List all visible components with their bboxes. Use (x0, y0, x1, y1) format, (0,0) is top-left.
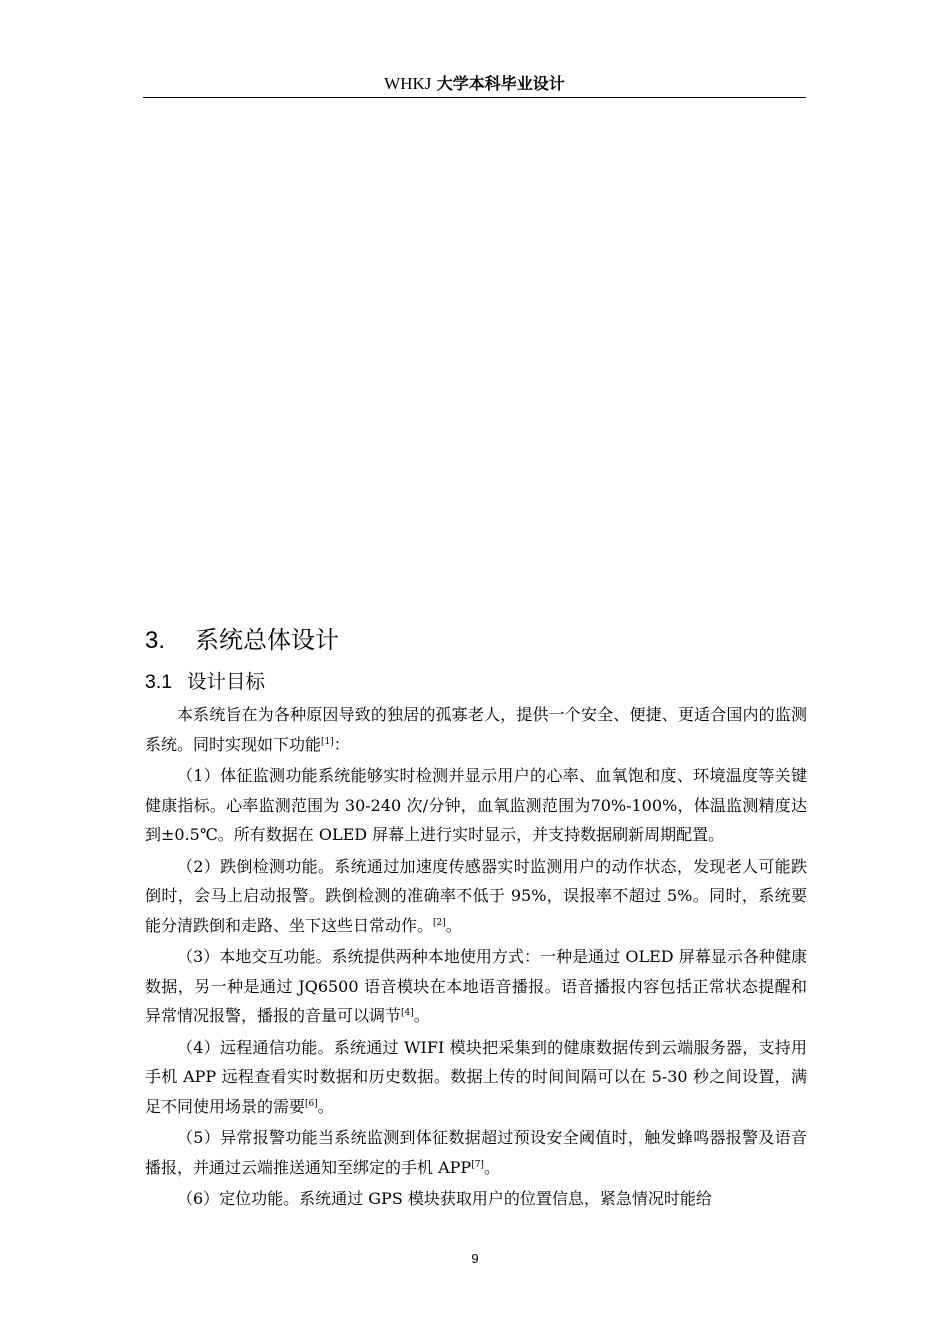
citation[interactable]: [4] (401, 1008, 414, 1018)
paragraph-positioning: （6）定位功能。系统通过 GPS 模块获取用户的位置信息，紧急情况时能给 (177, 1189, 712, 1208)
paragraph-fall-detection: （2）跌倒检测功能。系统通过加速度传感器实时监测用户的动作状态，发现老人可能跌倒时，会马上启动报警。跌倒检测的准确率不低于 95%，误报率不超过 5%。同时，系统要能分清跌倒和走路、坐下这些日常动作。[2]。 (145, 856, 807, 935)
citation[interactable]: [2] (433, 917, 446, 928)
citation[interactable]: [7] (471, 1159, 484, 1170)
body-text (145, 700, 807, 1216)
paragraph-remote-communication: （4）远程通信功能。系统通过 WIFI 模块把采集到的健康数据传到云端服务器，支持用手机 APP 远程查看实时数据和历史数据。数据上传的时间间隔可以在 5-30 秒之间设置，满足不同使用场景的需要[6]。 (145, 1037, 807, 1116)
paragraph-local-interaction: （3）本地交互功能。系统提供两种本地使用方式：一种是通过 OLED 屏幕显示各种健康数据，另一种是通过 JQ6500 语音模块在本地语音播报。语音播报内容包括正常状态提醒和异常情况报警，播报的音量可以调节[4]。 (145, 947, 807, 1025)
page-header (143, 72, 806, 96)
subsection-title: 设计目标 (187, 670, 266, 693)
paragraph-alarm: （5）异常报警功能当系统监测到体征数据超过预设安全阈值时，触发蜂鸣器报警及语音播报，并通过云端推送通知至绑定的手机 APP[7]。 (145, 1128, 807, 1177)
paragraph-intro: 本系统旨在为各种原因导致的独居的孤寡老人，提供一个安全、便捷、更适合国内的监测系统。同时实现如下功能[1]： (145, 705, 807, 754)
subsection-number: 3.1 (145, 671, 173, 693)
citation[interactable]: [6] (305, 1098, 318, 1109)
page-number: 9 (471, 1251, 479, 1266)
header-divider (143, 97, 806, 98)
section-title: 系统总体设计 (195, 626, 339, 654)
section-heading (145, 622, 339, 659)
subsection-heading (145, 666, 265, 698)
citation[interactable]: [1] (321, 736, 334, 747)
paragraph-vital-signs: （1）体征监测功能系统能够实时检测并显示用户的心率、血氧饱和度、环境温度等关键健康指标。心率监测范围为 30-240 次/分钟，血氧监测范围为70%-100%，体温监测精度达到±0.5℃。所有数据在 OLED 屏幕上进行实时显示，并支持数据刷新周期配置。 (145, 766, 807, 844)
header-brand: WHKJ (384, 74, 432, 93)
section-number: 3. (145, 627, 166, 654)
header-school-title: 大学本科毕业设计 (436, 74, 565, 93)
